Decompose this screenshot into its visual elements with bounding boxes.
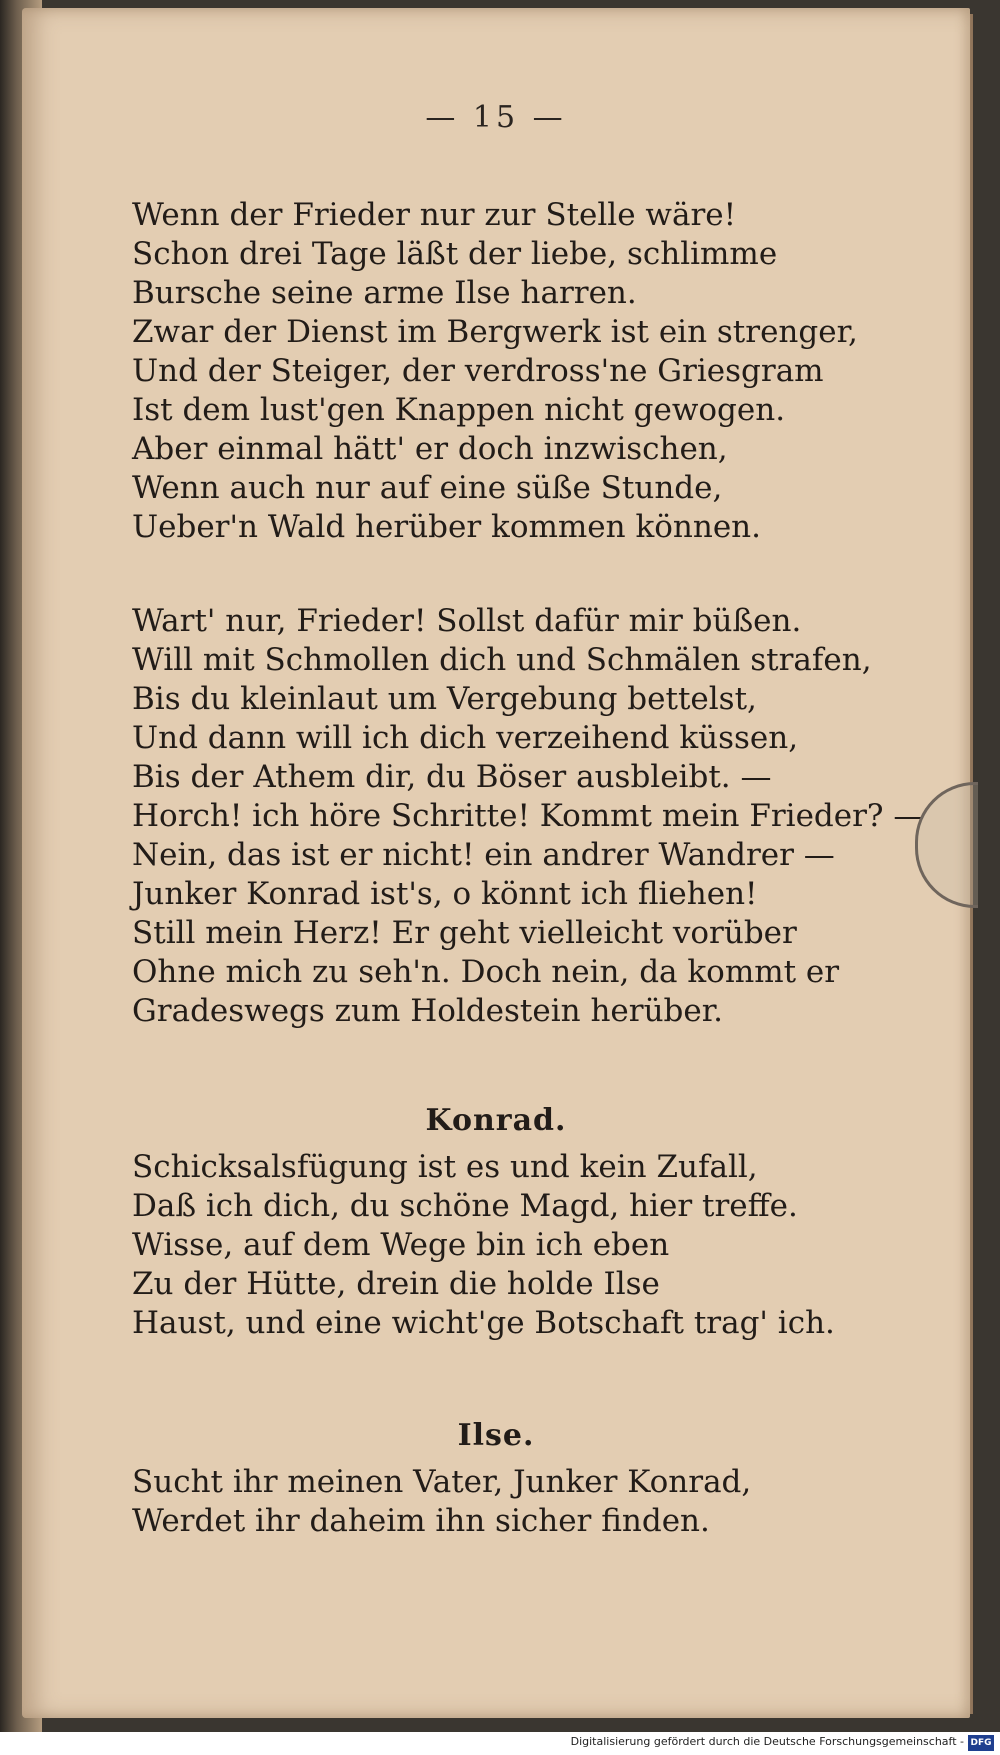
verse-line: Aber einmal hätt' er doch inzwischen, [132,431,728,467]
verse-line: Nein, das ist er nicht! ein andrer Wandrer — [132,837,835,873]
verse-line: Werdet ihr daheim ihn sicher finden. [132,1503,710,1539]
verse-line: Zwar der Dienst im Bergwerk ist ein strenger, [132,314,858,350]
stanza-1 [132,196,912,547]
page-number: — 15 — [425,100,567,135]
verse-line: Bursche seine arme Ilse harren. [132,275,637,311]
verse-line: Schon drei Tage läßt der liebe, schlimme [132,236,778,272]
digitization-footer [0,1732,1000,1755]
verse-line: Schicksalsfügung ist es und kein Zufall, [132,1149,758,1185]
verse-line: Bis du kleinlaut um Vergebung bettelst, [132,681,757,717]
footer-credit: Digitalisierung gefördert durch die Deutsche Forschungsgemeinschaft - [570,1735,964,1748]
verse-line: Zu der Hütte, drein die holde Ilse [132,1266,660,1302]
speaker-heading-konrad: Konrad. [425,1103,567,1138]
verse-line: Wart' nur, Frieder! Sollst dafür mir büßen. [132,603,802,639]
verse-line: Ist dem lust'gen Knappen nicht gewogen. [132,392,786,428]
verse-line: Und der Steiger, der verdross'ne Griesgram [132,353,824,389]
verse-line: Horch! ich höre Schritte! Kommt mein Frieder? — [132,798,925,834]
speaker-heading-ilse: Ilse. [457,1418,535,1453]
verse-line: Haust, und eine wicht'ge Botschaft trag' ich. [132,1305,835,1341]
stanza-2 [132,602,925,1031]
ilse-speech [132,1463,912,1541]
verse-line: Ueber'n Wald herüber kommen können. [132,509,761,545]
verse-line: Ohne mich zu seh'n. Doch nein, da kommt er [132,954,840,990]
verse-line: Gradeswegs zum Holdestein herüber. [132,993,723,1029]
dfg-logo-icon: DFG [968,1735,994,1751]
verse-line: Daß ich dich, du schöne Magd, hier treffe. [132,1188,798,1224]
verse-line: Wenn auch nur auf eine süße Stunde, [132,470,723,506]
verse-line: Sucht ihr meinen Vater, Junker Konrad, [132,1464,752,1500]
book-page [22,8,970,1718]
verse-line: Junker Konrad ist's, o könnt ich fliehen! [132,876,758,912]
verse-line: Und dann will ich dich verzeihend küssen, [132,720,799,756]
verse-line: Still mein Herz! Er geht vielleicht vorüber [132,915,797,951]
verse-line: Wisse, auf dem Wege bin ich eben [132,1227,670,1263]
verse-line: Will mit Schmollen dich und Schmälen strafen, [132,642,872,678]
verse-line: Wenn der Frieder nur zur Stelle wäre! [132,197,737,233]
verse-line: Bis der Athem dir, du Böser ausbleibt. — [132,759,772,795]
konrad-speech [132,1148,912,1343]
